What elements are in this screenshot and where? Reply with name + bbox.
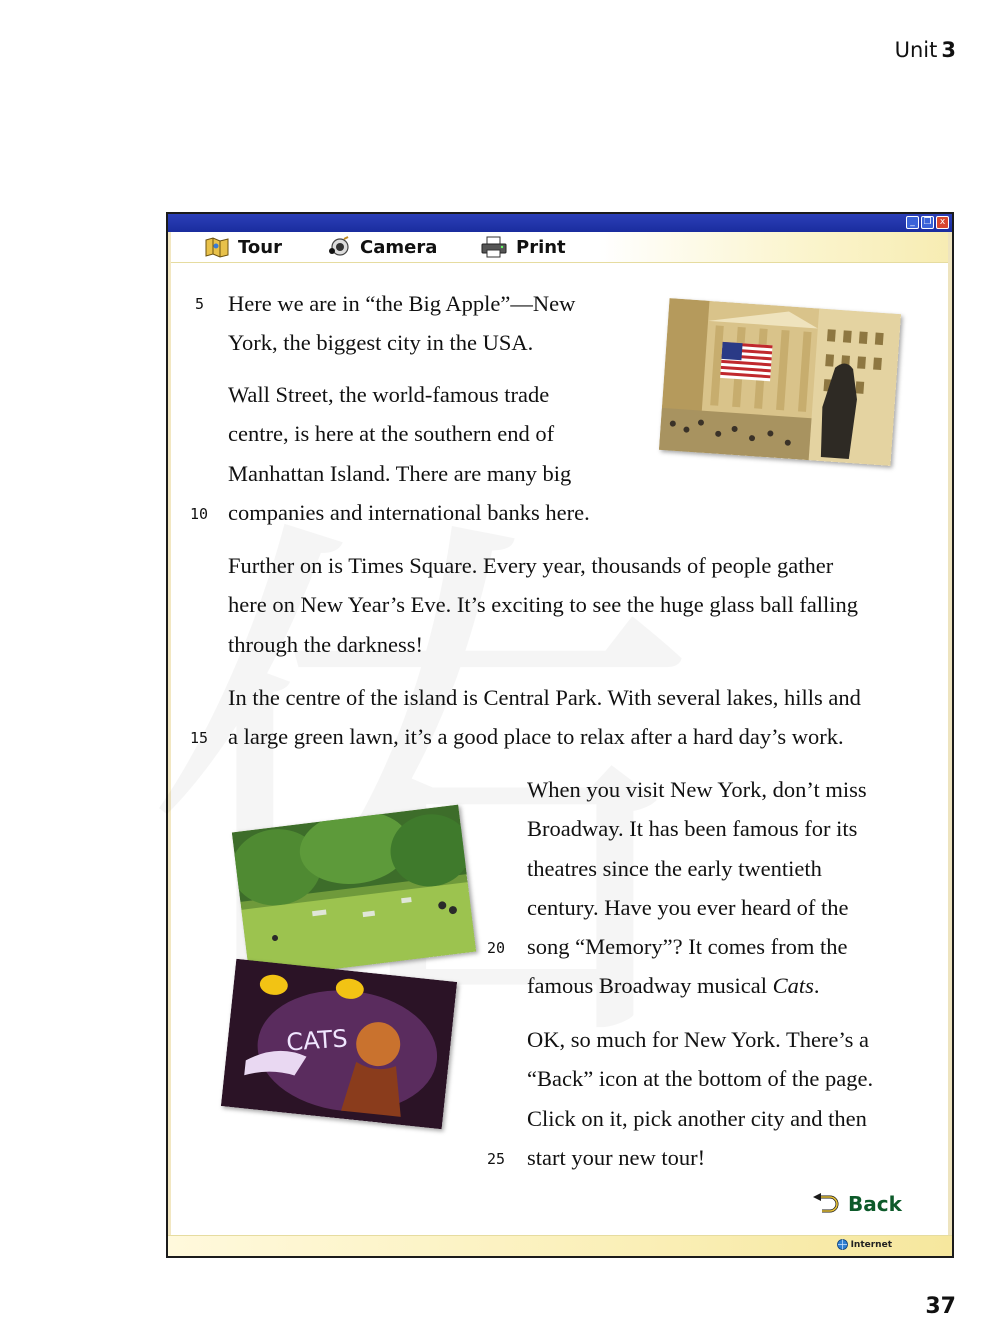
line-number: 10 [190, 505, 209, 523]
toolbar [168, 232, 952, 263]
text-line: “Back” icon at the bottom of the page. [527, 1066, 874, 1092]
back-arrow-icon [812, 1193, 840, 1215]
text-line: companies and international banks here. [228, 499, 590, 525]
globe-icon [837, 1239, 848, 1250]
paragraph-4 [228, 678, 861, 757]
camera-label: Camera [360, 236, 438, 258]
printer-icon [480, 236, 508, 258]
camera-icon [326, 236, 352, 258]
internet-zone [837, 1239, 892, 1250]
musical-title: Cats [772, 973, 814, 999]
tour-button[interactable] [204, 236, 282, 258]
wall-street-photo [659, 298, 901, 466]
text-line: theatres since the early twentieth [527, 855, 822, 881]
paragraph-1 [228, 284, 575, 363]
text-line: Manhattan Island. There are many big [228, 460, 572, 486]
text-line: Here we are in “the Big Apple”—New [228, 291, 576, 316]
status-bar [168, 1235, 952, 1256]
text-line: start your new tour! [527, 1144, 706, 1170]
close-button[interactable]: x [936, 216, 949, 229]
print-button[interactable] [480, 236, 566, 258]
text-line: Wall Street, the world-famous trade [228, 382, 550, 407]
text-line: centre, is here at the southern end of [228, 421, 555, 447]
unit-heading [895, 38, 956, 62]
window-controls [906, 216, 949, 229]
back-label: Back [848, 1192, 902, 1216]
tour-label: Tour [238, 236, 282, 258]
paragraph-5 [527, 770, 867, 1006]
text-line: Further on is Times Square. Every year, thousands of people gather [228, 553, 834, 578]
window-left-edge [168, 232, 171, 1256]
text-fragment: . [813, 973, 820, 999]
text-fragment: famous Broadway musical [527, 973, 773, 999]
line-number: 15 [190, 729, 209, 747]
window-scroll-edge[interactable] [948, 232, 952, 1256]
text-line: Click on it, pick another city and then [527, 1105, 867, 1131]
text-line: here on New Year’s Eve. It’s exciting to see the huge glass ball falling [228, 592, 859, 618]
cats-musical-photo [221, 959, 457, 1129]
text-line [527, 966, 867, 1005]
paragraph-6 [527, 1020, 873, 1177]
paragraph-2 [228, 375, 590, 532]
line-number: 20 [487, 939, 506, 957]
text-line: York, the biggest city in the USA. [228, 330, 534, 356]
title-bar [168, 214, 952, 232]
map-icon [204, 236, 230, 258]
cats-logo-text: CATS [285, 1024, 349, 1057]
line-number: 5 [195, 295, 205, 313]
text-line: In the centre of the island is Central Park. With several lakes, hills and [228, 685, 861, 710]
central-park-photo [232, 805, 476, 980]
text-line: through the darkness! [228, 631, 423, 657]
text-line: song “Memory”? It comes from the [527, 934, 848, 960]
unit-number: 3 [941, 38, 956, 62]
minimize-button[interactable]: _ [906, 216, 919, 229]
text-line: When you visit New York, don’t miss [527, 777, 867, 802]
back-button[interactable] [812, 1192, 902, 1216]
page-number: 37 [925, 1294, 956, 1319]
line-number: 25 [487, 1150, 506, 1168]
print-label: Print [516, 236, 566, 258]
paragraph-3 [228, 546, 858, 664]
text-line: OK, so much for New York. There’s a [527, 1027, 870, 1052]
camera-button[interactable] [326, 236, 437, 258]
internet-label: Internet [850, 1239, 892, 1250]
text-line: century. Have you ever heard of the [527, 894, 849, 920]
maximize-button[interactable]: ❐ [921, 216, 934, 229]
text-line: a large green lawn, it’s a good place to relax after a hard day’s work. [228, 724, 844, 750]
text-line: Broadway. It has been famous for its [527, 816, 858, 842]
unit-label: Unit [894, 38, 938, 62]
